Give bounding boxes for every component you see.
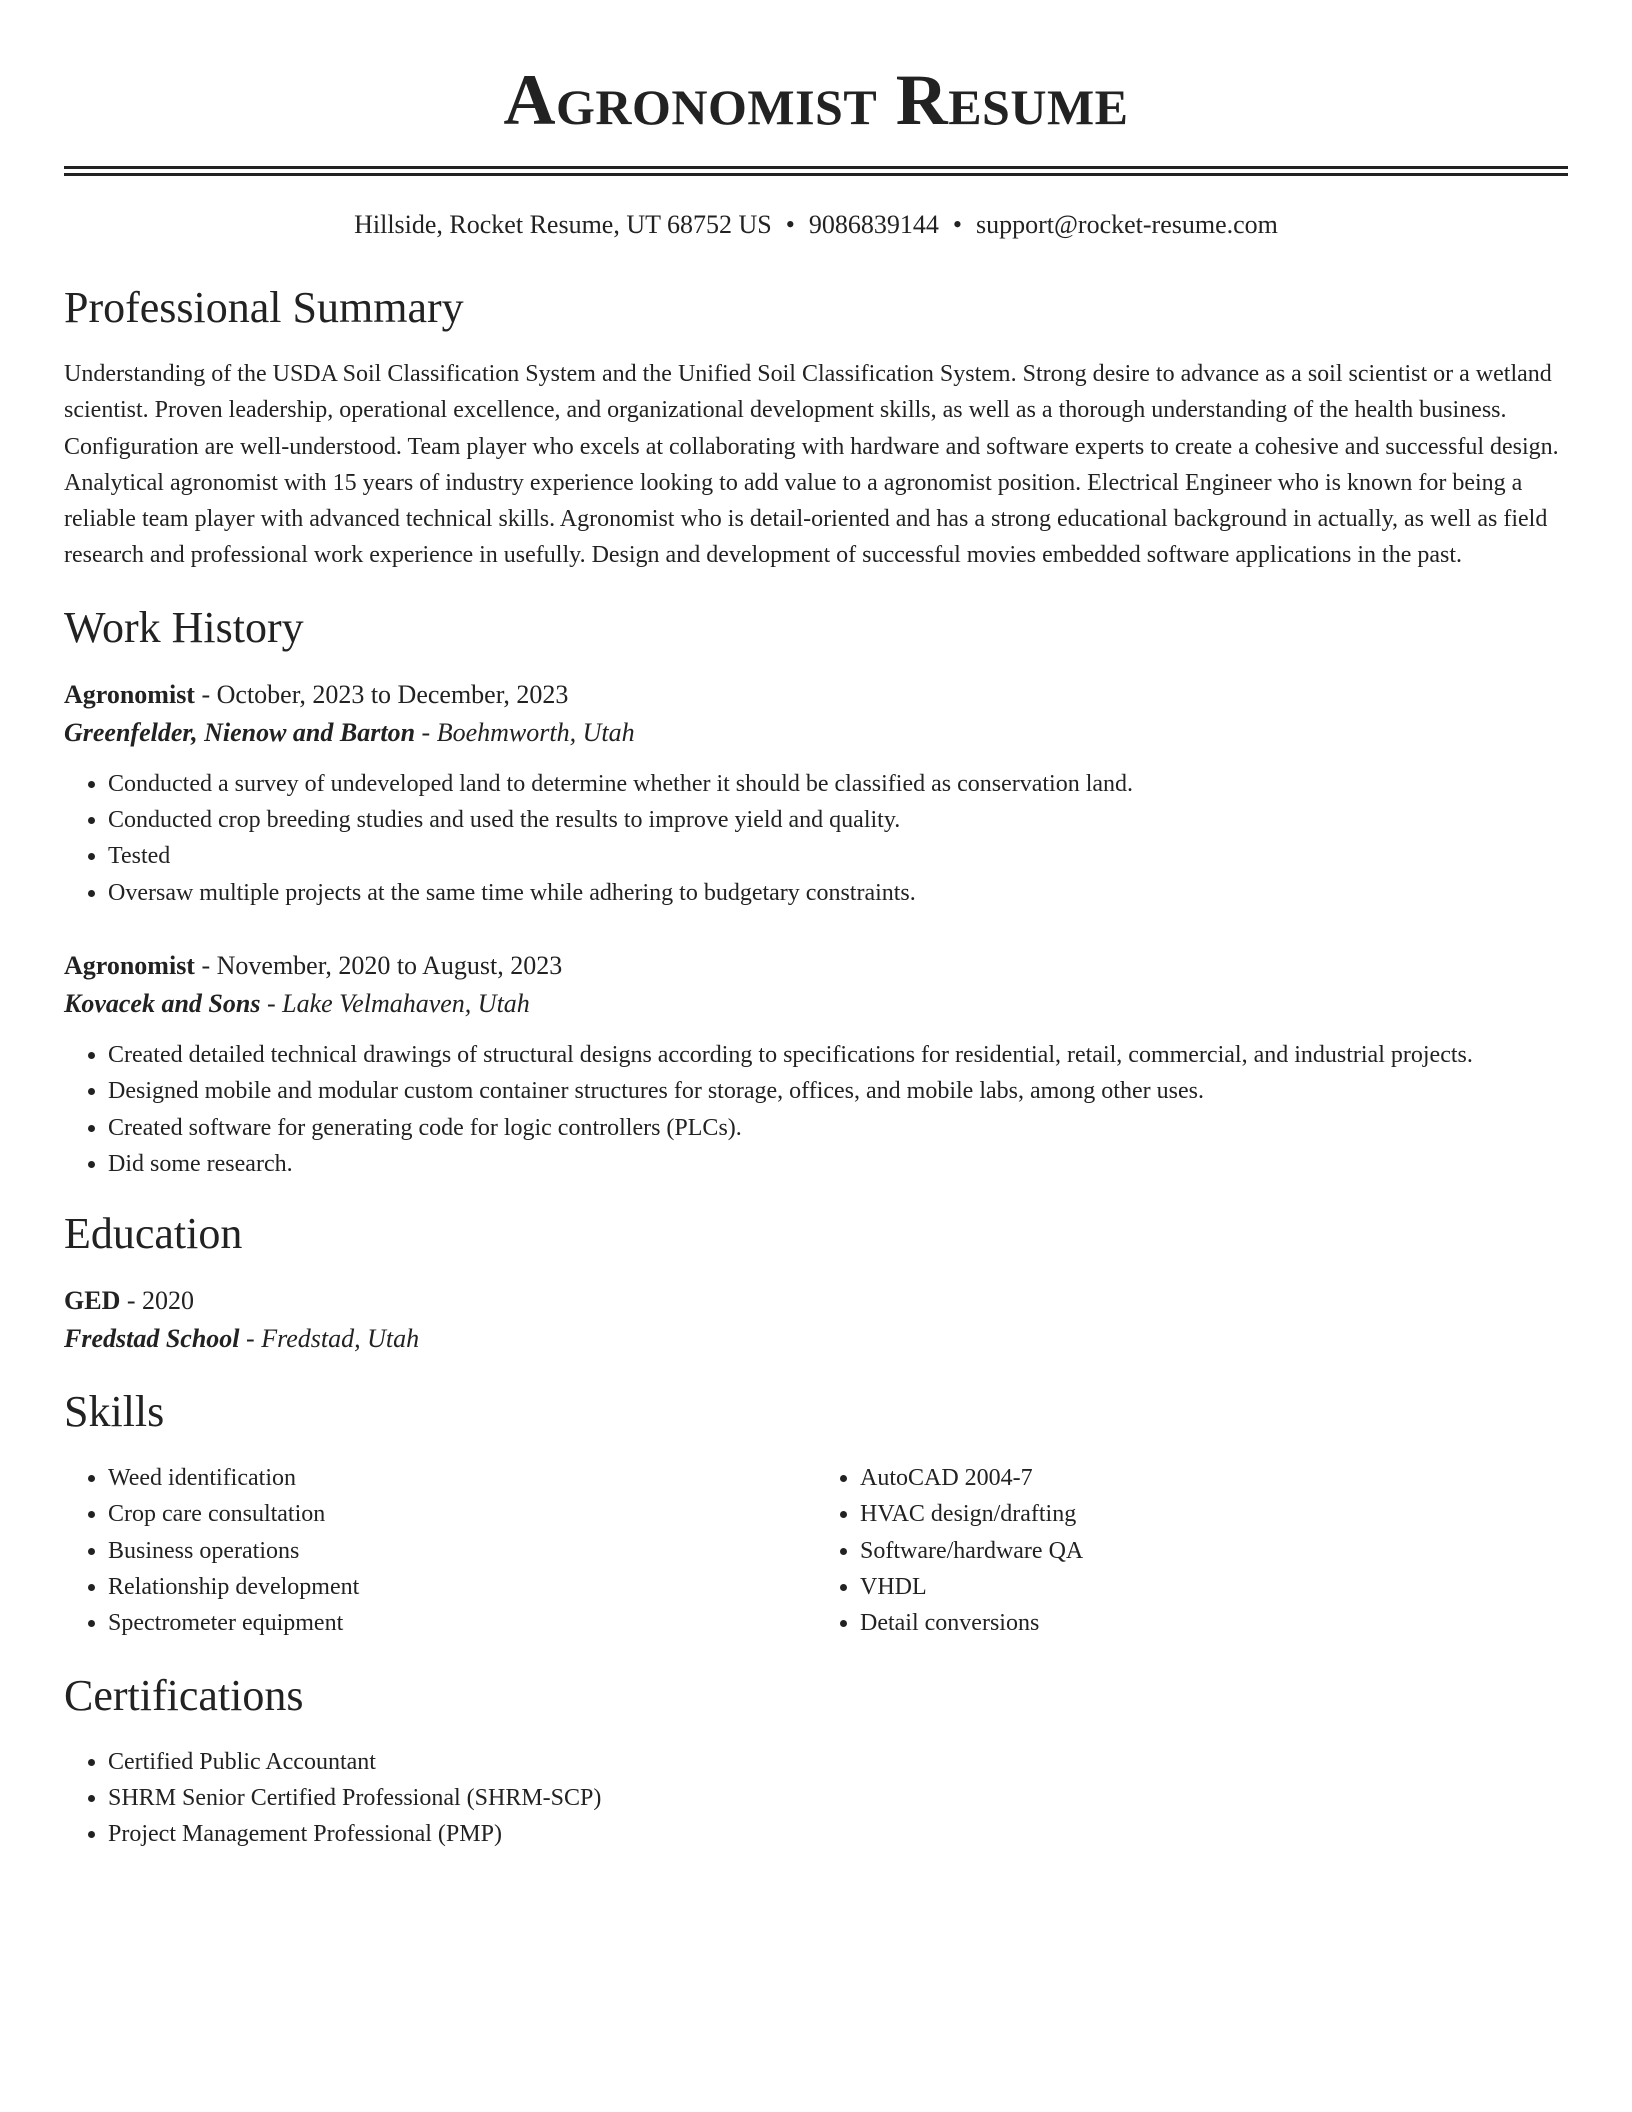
education-dash: - xyxy=(239,1324,262,1354)
contact-email: support@rocket-resume.com xyxy=(975,210,1278,239)
resume-title: Agronomist Resume xyxy=(503,60,1129,140)
education-heading: Education xyxy=(64,1209,243,1259)
job-entry xyxy=(64,676,1568,911)
education-entry xyxy=(64,1282,1568,1358)
title-double-rule xyxy=(64,166,1568,176)
skills-list-right xyxy=(816,1460,1568,1641)
job-title-line xyxy=(64,676,1568,714)
skill-item: • Software/hardware QA xyxy=(860,1533,1568,1569)
certifications-heading: Certifications xyxy=(64,1670,304,1720)
job-bullets xyxy=(64,1037,1568,1182)
contact-line xyxy=(64,208,1568,242)
skill-item: • Weed identification xyxy=(108,1460,816,1496)
skill-item: • Relationship development xyxy=(108,1569,816,1605)
contact-separator: • xyxy=(785,210,795,239)
contact-phone: 9086839144 xyxy=(808,210,939,239)
job-bullet: • Designed mobile and modular custom container structures for storage, offices, and mobile labs, among other uses. xyxy=(108,1073,1568,1109)
education-school-line xyxy=(64,1320,1568,1358)
skills-list-left xyxy=(64,1460,816,1641)
education-location: Fredstad, Utah xyxy=(261,1324,420,1354)
job-dash: - xyxy=(194,679,217,709)
job-bullets xyxy=(64,766,1568,911)
skill-item: • Detail conversions xyxy=(860,1605,1568,1641)
job-company: Kovacek and Sons xyxy=(64,988,261,1018)
job-title-line xyxy=(64,947,1568,985)
education-degree-line xyxy=(64,1282,1568,1320)
skills-heading: Skills xyxy=(64,1387,165,1437)
job-dash: - xyxy=(415,717,437,747)
summary-text: Understanding of the USDA Soil Classification System and the Unified Soil Classification System. Strong desire to advance as a soil scientist or a wetland scientist. Proven leadership, operational excellence, and organizational development skills, as well as a thorough understanding of the health business. Configuration are well-understood. Team player who excels at collaborating with hardware and software experts to create a cohesive and successful design. Analytical agronomist with 15 years of industry experience looking to add value to a agronomist position. Electrical Engineer who is known for being a reliable team player with advanced technical skills. Agronomist who is detail-oriented and has a strong educational background in actually, as well as field research and professional work experience in usefully. Design and development of successful movies embedded software applications in the past. xyxy=(64,361,1559,569)
education-school: Fredstad School xyxy=(64,1324,240,1354)
certification-item: • SHRM Senior Certified Professional (SHRM-SCP) xyxy=(108,1780,1568,1816)
job-bullet: • Tested xyxy=(108,838,1568,874)
education-year: 2020 xyxy=(142,1286,195,1316)
job-location: Boehmworth, Utah xyxy=(436,717,635,747)
job-dates: November, 2020 to August, 2023 xyxy=(216,950,563,980)
skill-item: • Spectrometer equipment xyxy=(108,1605,816,1641)
job-bullet: • Oversaw multiple projects at the same time while adhering to budgetary constraints. xyxy=(108,875,1568,911)
skill-item: • VHDL xyxy=(860,1569,1568,1605)
education-dash: - xyxy=(120,1286,143,1316)
job-bullet: • Conducted a survey of undeveloped land to determine whether it should be classified as conservation land. xyxy=(108,766,1568,802)
job-company: Greenfelder, Nienow and Barton xyxy=(64,717,416,747)
skill-item: • Crop care consultation xyxy=(108,1496,816,1532)
job-location: Lake Velmahaven, Utah xyxy=(282,988,530,1018)
job-employer-line xyxy=(64,985,1568,1023)
skill-item: • HVAC design/drafting xyxy=(860,1496,1568,1532)
job-dates: October, 2023 to December, 2023 xyxy=(216,679,569,709)
job-dash: - xyxy=(260,988,283,1018)
job-bullet: • Did some research. xyxy=(108,1146,1568,1182)
job-bullet: • Conducted crop breeding studies and used the results to improve yield and quality. xyxy=(108,802,1568,838)
contact-address: Hillside, Rocket Resume, UT 68752 US xyxy=(354,210,772,239)
education-degree: GED xyxy=(64,1286,121,1316)
summary-heading: Professional Summary xyxy=(64,283,464,332)
job-title: Agronomist xyxy=(64,679,195,709)
job-bullet: • Created detailed technical drawings of structural designs according to specifications for residential, retail, commercial, and industrial projects. xyxy=(108,1037,1568,1073)
job-title: Agronomist xyxy=(64,950,195,980)
certification-item: • Project Management Professional (PMP) xyxy=(108,1816,1568,1852)
job-dash: - xyxy=(194,950,217,980)
skills-columns xyxy=(64,1460,1568,1641)
work-history-heading: Work History xyxy=(64,602,304,652)
skill-item: • Business operations xyxy=(108,1533,816,1569)
job-bullet: • Created software for generating code for logic controllers (PLCs). xyxy=(108,1110,1568,1146)
certification-item: • Certified Public Accountant xyxy=(108,1744,1568,1780)
contact-separator: • xyxy=(952,210,962,239)
certifications-list xyxy=(64,1744,1568,1853)
skill-item: • AutoCAD 2004-7 xyxy=(860,1460,1568,1496)
job-entry xyxy=(64,947,1568,1182)
job-employer-line xyxy=(64,714,1568,752)
